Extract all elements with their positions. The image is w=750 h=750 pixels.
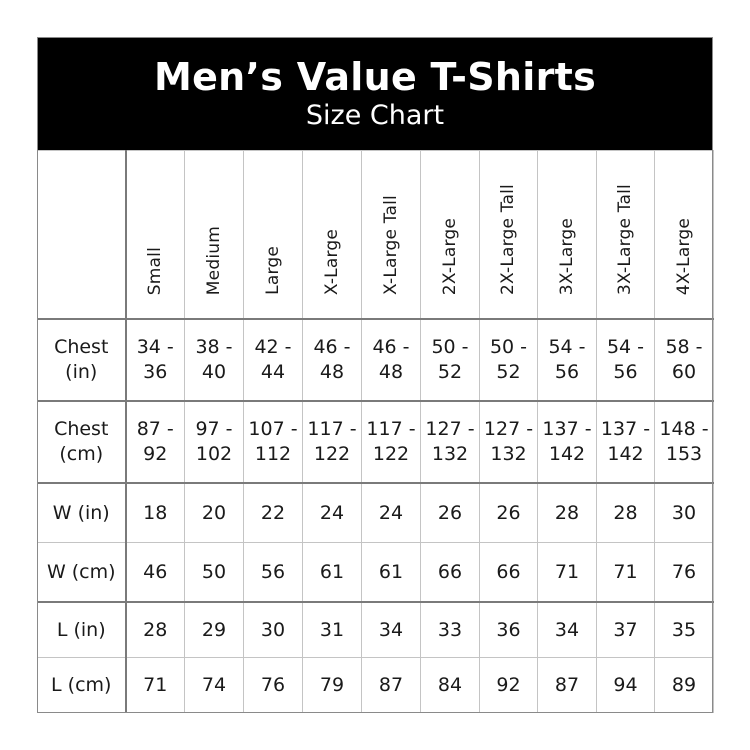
table-row — [38, 602, 714, 658]
value-cell — [244, 543, 303, 603]
table-row — [38, 483, 714, 543]
value-line: 50 - — [431, 336, 469, 358]
value-line: 76 — [260, 673, 286, 696]
value-line: 35 — [671, 618, 697, 641]
value-line: 36 — [143, 361, 168, 383]
value-line: 102 — [195, 443, 233, 465]
value-cell — [421, 602, 480, 658]
value-cell — [303, 543, 362, 603]
value-cell — [597, 483, 655, 543]
value-line: 94 — [613, 673, 638, 696]
value-line: 46 - — [313, 336, 351, 358]
size-header-cell — [303, 151, 362, 320]
value-cell — [421, 543, 480, 603]
value-line: 97 - — [195, 418, 233, 440]
value-cell — [362, 401, 421, 483]
value-cell — [655, 602, 714, 658]
value-cell — [185, 658, 244, 713]
value-cell — [421, 319, 480, 401]
value-cell — [597, 543, 655, 603]
value-cell — [244, 602, 303, 658]
value-line: 56 — [613, 361, 638, 383]
value-line: 29 — [201, 618, 227, 641]
table-row — [38, 401, 714, 483]
value-cell — [538, 658, 597, 713]
value-line: 38 - — [195, 336, 233, 358]
value-cell — [303, 401, 362, 483]
value-line: 26 — [496, 501, 521, 524]
size-header-cell — [480, 151, 538, 320]
value-cell — [480, 602, 538, 658]
value-line: 79 — [319, 673, 345, 696]
size-header-label: X-Large — [321, 228, 342, 295]
value-line: 50 - — [489, 336, 528, 358]
value-cell — [303, 319, 362, 401]
value-cell — [362, 543, 421, 603]
value-line: 28 — [143, 618, 168, 641]
value-line: 40 — [201, 361, 227, 383]
value-line: 52 — [496, 361, 521, 383]
value-line: 54 - — [548, 336, 586, 358]
value-cell — [421, 483, 480, 543]
value-line: 107 - — [248, 418, 298, 440]
value-line: 148 - — [659, 418, 709, 440]
value-line: 58 - — [665, 336, 703, 358]
value-cell — [538, 543, 597, 603]
value-cell — [244, 658, 303, 713]
size-header-cell — [421, 151, 480, 320]
value-line: 28 — [613, 501, 638, 524]
value-line: 71 — [554, 560, 580, 583]
value-line: 117 - — [307, 418, 357, 440]
value-line: 34 - — [136, 336, 174, 358]
value-line: 137 - — [542, 418, 592, 440]
value-cell — [185, 602, 244, 658]
value-line: 18 — [143, 501, 168, 524]
size-header-label: 2X-Large — [439, 217, 460, 295]
value-cell — [480, 319, 538, 401]
value-line: 52 — [437, 361, 463, 383]
size-header-label: 3X-Large — [556, 217, 577, 295]
value-line: 42 - — [254, 336, 292, 358]
value-line: 71 — [613, 560, 638, 583]
value-line: 71 — [143, 673, 168, 696]
value-cell — [655, 319, 714, 401]
value-cell — [303, 658, 362, 713]
row-label — [38, 658, 126, 713]
value-line: 122 — [372, 443, 410, 465]
value-cell — [126, 483, 185, 543]
value-line: 36 — [496, 618, 521, 641]
value-cell — [480, 401, 538, 483]
value-line: 46 - — [372, 336, 410, 358]
value-cell — [655, 483, 714, 543]
row-label-line: (cm) — [59, 443, 104, 465]
chart-header — [37, 37, 713, 150]
value-line: 92 — [143, 443, 168, 465]
value-cell — [538, 319, 597, 401]
value-line: 127 - — [425, 418, 475, 440]
value-line: 92 — [496, 673, 521, 696]
value-line: 20 — [201, 501, 227, 524]
value-line: 50 — [201, 560, 227, 583]
row-label — [38, 401, 126, 483]
size-header-cell — [655, 151, 714, 320]
value-line: 61 — [319, 560, 345, 583]
value-line: 56 — [554, 361, 580, 383]
value-line: 76 — [671, 560, 697, 583]
value-cell — [421, 401, 480, 483]
value-cell — [362, 602, 421, 658]
row-label — [38, 602, 126, 658]
value-cell — [126, 543, 185, 603]
value-line: 137 - — [600, 418, 651, 440]
value-line: 37 — [613, 618, 638, 641]
value-cell — [126, 658, 185, 713]
row-label — [38, 483, 126, 543]
value-cell — [244, 401, 303, 483]
value-cell — [362, 483, 421, 543]
value-cell — [538, 483, 597, 543]
value-cell — [185, 401, 244, 483]
chart-title: Men’s Value T-Shirts — [153, 55, 597, 99]
value-line: 30 — [260, 618, 286, 641]
size-header-label: Medium — [203, 225, 224, 295]
value-line: 66 — [437, 560, 463, 583]
value-line: 31 — [319, 618, 345, 641]
row-label-line: L (cm) — [51, 673, 112, 696]
value-cell — [362, 319, 421, 401]
value-line: 127 - — [483, 418, 534, 440]
value-line: 142 — [548, 443, 586, 465]
size-header-label: 3X-Large Tall — [615, 183, 635, 295]
value-line: 24 — [319, 501, 345, 524]
value-line: 56 — [260, 560, 286, 583]
row-label-line: W (cm) — [46, 560, 116, 583]
value-cell — [185, 543, 244, 603]
row-label-line: Chest — [54, 336, 109, 358]
row-label-line: L (in) — [56, 618, 106, 641]
row-label-line: W (in) — [52, 501, 110, 524]
size-header-cell — [362, 151, 421, 320]
size-header-label: X-Large Tall — [380, 194, 401, 295]
value-cell — [538, 602, 597, 658]
size-header-cell — [538, 151, 597, 320]
value-line: 44 — [260, 361, 286, 383]
size-header-cell — [597, 151, 655, 320]
value-line: 112 — [254, 443, 292, 465]
value-cell — [126, 602, 185, 658]
value-line: 33 — [437, 618, 463, 641]
value-cell — [597, 401, 655, 483]
value-line: 34 — [378, 618, 404, 641]
value-line: 24 — [378, 501, 404, 524]
value-cell — [185, 319, 244, 401]
value-line: 132 — [431, 443, 469, 465]
value-cell — [362, 658, 421, 713]
row-label — [38, 319, 126, 401]
value-cell — [655, 658, 714, 713]
value-line: 117 - — [366, 418, 416, 440]
size-chart — [37, 37, 713, 713]
value-line: 87 - — [136, 418, 174, 440]
size-header-cell — [126, 151, 185, 320]
value-line: 22 — [260, 501, 286, 524]
value-cell — [126, 319, 185, 401]
table-row — [38, 543, 714, 603]
value-line: 48 — [319, 361, 345, 383]
value-cell — [244, 483, 303, 543]
value-cell — [480, 543, 538, 603]
value-line: 89 — [671, 673, 697, 696]
row-label-line: (in) — [65, 361, 98, 383]
value-line: 74 — [201, 673, 227, 696]
value-line: 30 — [671, 501, 697, 524]
value-line: 48 — [378, 361, 404, 383]
value-line: 84 — [437, 673, 463, 696]
value-line: 87 — [554, 673, 580, 696]
table-row — [38, 658, 714, 713]
row-label-line: Chest — [54, 418, 109, 440]
value-line: 28 — [554, 501, 580, 524]
value-line: 153 — [665, 443, 703, 465]
size-header-cell — [244, 151, 303, 320]
value-cell — [303, 602, 362, 658]
value-cell — [597, 319, 655, 401]
size-header-label: 2X-Large Tall — [498, 183, 518, 295]
value-line: 61 — [378, 560, 404, 583]
value-line: 60 — [671, 361, 697, 383]
value-cell — [185, 483, 244, 543]
value-line: 46 — [143, 560, 168, 583]
value-cell — [126, 401, 185, 483]
value-cell — [655, 543, 714, 603]
value-cell — [244, 319, 303, 401]
header-row — [38, 151, 714, 320]
value-cell — [303, 483, 362, 543]
value-cell — [655, 401, 714, 483]
value-line: 142 — [607, 443, 644, 465]
value-cell — [480, 658, 538, 713]
value-cell — [480, 483, 538, 543]
size-header-label: 4X-Large — [673, 217, 694, 295]
row-label — [38, 543, 126, 603]
size-header-label: Large — [262, 246, 283, 295]
value-line: 122 — [313, 443, 351, 465]
value-line: 132 — [490, 443, 527, 465]
size-table — [37, 150, 714, 713]
table-row — [38, 319, 714, 401]
value-line: 87 — [378, 673, 404, 696]
corner-cell — [38, 151, 126, 320]
value-line: 66 — [496, 560, 521, 583]
size-header-cell — [185, 151, 244, 320]
chart-subtitle: Size Chart — [305, 100, 445, 131]
value-line: 26 — [437, 501, 463, 524]
size-header-label: Small — [144, 246, 165, 295]
value-line: 54 - — [606, 336, 645, 358]
value-line: 34 — [554, 618, 580, 641]
value-cell — [597, 658, 655, 713]
value-cell — [597, 602, 655, 658]
value-cell — [538, 401, 597, 483]
value-cell — [421, 658, 480, 713]
